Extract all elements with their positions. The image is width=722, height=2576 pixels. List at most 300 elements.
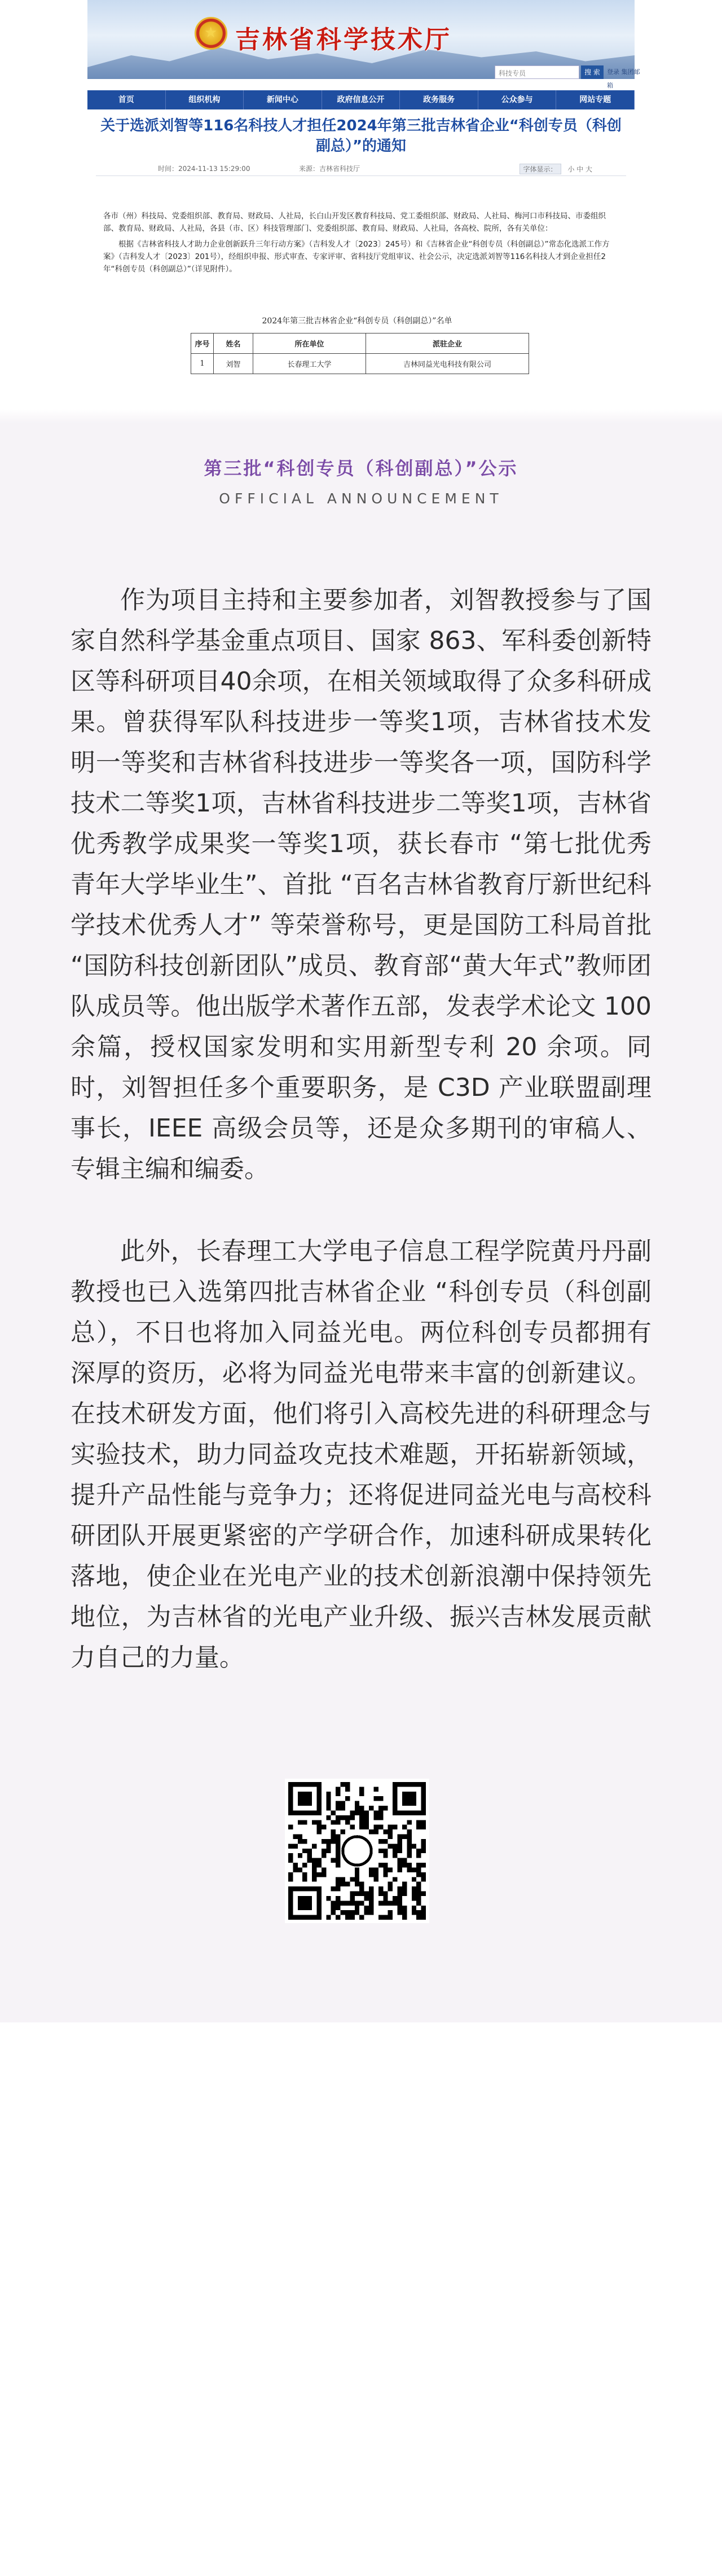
qr-module — [302, 1820, 307, 1824]
qr-module — [369, 1886, 373, 1891]
qr-module — [336, 1792, 340, 1796]
qr-module — [378, 1863, 383, 1867]
table-row — [191, 354, 529, 374]
qr-module — [331, 1906, 336, 1910]
qr-module — [407, 1820, 411, 1824]
qr-module — [288, 1853, 293, 1858]
qr-module — [402, 1835, 407, 1839]
qr-module — [378, 1839, 383, 1844]
qr-module — [322, 1839, 326, 1844]
qr-module — [341, 1877, 345, 1881]
qr-module — [345, 1787, 350, 1791]
qr-module — [326, 1915, 331, 1920]
qr-module — [326, 1796, 331, 1801]
qr-module — [359, 1787, 364, 1791]
qr-module — [293, 1835, 297, 1839]
notice-paragraph: 根据《吉林省科技人才助力企业创新跃升三年行动方案》（吉科发人才〔2023〕245号）和《吉林省企业“科创专员（科创副总）”常态化选派工作方案》（吉科发人才〔2023〕201号），经组织申报、形式审查、专家评审、省科技厅党组审议、社会公示，决定选派刘智等116名科技人才到企业担任2年“科创专员（科创副总）”（详见附件）。 — [103, 240, 610, 274]
qr-module — [341, 1806, 345, 1810]
qr-module — [293, 1867, 297, 1872]
qr-module — [398, 1867, 402, 1872]
qr-module — [364, 1906, 369, 1910]
qr-module — [355, 1872, 359, 1877]
qr-module — [412, 1892, 416, 1896]
qr-finder-pattern — [298, 1896, 312, 1910]
main-nav — [87, 90, 635, 109]
qr-module — [316, 1825, 321, 1829]
qr-module — [393, 1849, 397, 1853]
qr-module — [416, 1863, 421, 1867]
qr-module — [373, 1787, 378, 1791]
qr-module — [421, 1906, 426, 1910]
qr-module — [416, 1892, 421, 1896]
qr-module — [326, 1896, 331, 1901]
qr-module — [378, 1796, 383, 1801]
qr-module — [331, 1858, 336, 1863]
qr-module — [407, 1867, 411, 1872]
qr-module — [355, 1806, 359, 1810]
qr-module — [331, 1835, 336, 1839]
article-paragraph-1: 作为项目主持和主要参加者，刘智教授参与了国家自然科学基金重点项目、国家 863、军科委创新特区等科研项目40余项，在相关领域取得了众多科研成果。曾获得军队科技进步一等奖1项，吉林省技术发明一等奖和吉林省科技进步一等奖各一项，国防科学技术二等奖1项，吉林省科技进步二等奖1项，吉林省优秀教学成果奖一等奖1项，获长春市 “第七批优秀青年大学毕业生”、首批 “百名吉林省教育厅新世纪科学技术优秀人才” 等荣誉称号，更是国防工科局首批 “国防科技创新团队”成员、教育部“黄大年式”教师团队成员等。他出版学术著作五部，发表学术论文 100 余篇，授权国家发明和实用新型专利 20 余项。同时，刘智担任多个重要职务，是 C3D 产业联盟副理事长，IEEE 高级会员等，还是众多期刊的审稿人、专辑主编和编委。 — [71, 586, 651, 1183]
qr-module — [316, 1829, 321, 1834]
qr-module — [326, 1801, 331, 1806]
qr-module — [331, 1886, 336, 1891]
qr-module — [407, 1839, 411, 1844]
qr-module — [402, 1825, 407, 1829]
qr-module — [350, 1915, 354, 1920]
qr-module — [293, 1844, 297, 1848]
qr-module — [378, 1810, 383, 1815]
qr-module — [402, 1915, 407, 1920]
qr-module — [341, 1901, 345, 1905]
qr-module — [373, 1810, 378, 1815]
qr-module — [359, 1882, 364, 1886]
national-emblem-icon: ★ — [195, 17, 227, 50]
qr-module — [312, 1844, 316, 1848]
qr-module — [288, 1844, 293, 1848]
qr-module — [345, 1910, 350, 1915]
qr-module — [416, 1896, 421, 1901]
qr-module — [421, 1844, 426, 1848]
qr-module — [421, 1892, 426, 1896]
qr-module — [336, 1787, 340, 1791]
qr-section — [0, 1678, 722, 2017]
qr-module — [364, 1820, 369, 1824]
qr-module — [307, 1849, 312, 1853]
table-cell-unit: 长春理工大学 — [253, 354, 366, 374]
table-header-index: 序号 — [191, 333, 214, 354]
table-header-company: 派驻企业 — [366, 333, 529, 354]
nav-item-home[interactable]: 首页 — [87, 90, 166, 109]
qr-module — [398, 1896, 402, 1901]
qr-module — [402, 1858, 407, 1863]
nav-item-news[interactable]: 新闻中心 — [244, 90, 322, 109]
qr-module — [398, 1844, 402, 1848]
qr-module — [322, 1867, 326, 1872]
qr-finder-pattern — [298, 1792, 312, 1806]
search-input[interactable]: 科技专员 — [495, 65, 579, 79]
qr-module — [336, 1882, 340, 1886]
qr-module — [336, 1915, 340, 1920]
qr-module — [416, 1886, 421, 1891]
qr-module — [355, 1901, 359, 1905]
qr-module — [402, 1892, 407, 1896]
qr-module — [350, 1815, 354, 1820]
qr-module — [336, 1839, 340, 1844]
qr-module — [336, 1853, 340, 1858]
qr-module — [312, 1867, 316, 1872]
qr-module — [302, 1872, 307, 1877]
qr-module — [359, 1815, 364, 1820]
qr-module — [322, 1825, 326, 1829]
qr-module — [369, 1896, 373, 1901]
nav-item-services[interactable]: 政务服务 — [400, 90, 478, 109]
qr-module — [312, 1858, 316, 1863]
qr-module — [383, 1892, 388, 1896]
table-header-name: 姓名 — [214, 333, 253, 354]
qr-module — [412, 1867, 416, 1872]
qr-module — [350, 1810, 354, 1815]
qr-module — [355, 1910, 359, 1915]
qr-module — [350, 1910, 354, 1915]
qr-module — [393, 1844, 397, 1848]
qr-module — [359, 1892, 364, 1896]
qr-module — [364, 1810, 369, 1815]
qr-module — [421, 1820, 426, 1824]
qr-module — [421, 1839, 426, 1844]
qr-module — [331, 1839, 336, 1844]
qr-module — [388, 1829, 393, 1834]
qr-module — [326, 1839, 331, 1844]
qr-module — [359, 1886, 364, 1891]
qr-module — [326, 1844, 331, 1848]
qr-module — [359, 1820, 364, 1824]
qr-module — [383, 1806, 388, 1810]
qr-module — [407, 1829, 411, 1834]
qr-module — [302, 1877, 307, 1881]
nav-item-organization[interactable]: 组织机构 — [166, 90, 244, 109]
qr-module — [398, 1886, 402, 1891]
font-size-control — [520, 164, 592, 174]
nav-item-topics[interactable]: 网站专题 — [556, 90, 635, 109]
qr-module — [369, 1910, 373, 1915]
qr-module — [416, 1820, 421, 1824]
qr-module — [388, 1867, 393, 1872]
qr-module — [355, 1810, 359, 1815]
qr-module — [393, 1896, 397, 1901]
qr-module — [369, 1872, 373, 1877]
qr-module — [341, 1829, 345, 1834]
qr-module — [336, 1844, 340, 1848]
qr-module — [345, 1796, 350, 1801]
article — [0, 423, 722, 2022]
qr-module — [378, 1915, 383, 1920]
qr-module — [312, 1872, 316, 1877]
qr-module — [388, 1835, 393, 1839]
qr-module — [369, 1829, 373, 1834]
qr-module — [373, 1829, 378, 1834]
qr-module — [407, 1849, 411, 1853]
qr-module — [355, 1801, 359, 1806]
article-paragraph-2: 此外，长春理工大学电子信息工程学院黄丹丹副教授也已入选第四批吉林省企业 “科创专员（科创副总），不日也将加入同益光电。两位科创专员都拥有深厚的资历，必将为同益光电带来丰富的创新建议。在技术研发方面，他们将引入高校先进的科研理念与实验技术，助力同益攻克技术难题，开拓崭新领域，提升产品性能与竞争力；还将促进同益光电与高校科研团队开展更紧密的产学研合作，加速科研成果转化落地，使企业在光电产业的技术创新浪潮中保持领先地位，为吉林省的光电产业升级、振兴吉林发展贡献力自己的力量。 — [71, 1237, 651, 1672]
qr-module — [416, 1825, 421, 1829]
qr-module — [345, 1782, 350, 1787]
qr-module — [341, 1815, 345, 1820]
qr-module — [378, 1815, 383, 1820]
qr-module — [312, 1863, 316, 1867]
qr-module — [345, 1820, 350, 1824]
qr-module — [336, 1877, 340, 1881]
qr-module — [359, 1792, 364, 1796]
qr-module — [388, 1915, 393, 1920]
qr-module — [373, 1877, 378, 1881]
table-cell-index: 1 — [191, 354, 214, 374]
qr-module — [355, 1867, 359, 1872]
qr-module — [341, 1882, 345, 1886]
qr-module — [355, 1906, 359, 1910]
qr-module — [341, 1801, 345, 1806]
gov-website-screenshot — [0, 0, 722, 423]
qr-module — [298, 1853, 302, 1858]
qr-module — [373, 1796, 378, 1801]
qr-module — [402, 1906, 407, 1910]
qr-module — [388, 1910, 393, 1915]
qr-module — [383, 1863, 388, 1867]
qr-module — [421, 1872, 426, 1877]
qr-module — [336, 1801, 340, 1806]
notice-date: 时间：2024-11-13 15:29:00 — [158, 165, 250, 173]
qr-module — [398, 1910, 402, 1915]
qr-module — [398, 1901, 402, 1905]
qr-module — [331, 1810, 336, 1815]
qr-module — [364, 1815, 369, 1820]
font-size-options[interactable]: 小 中 大 — [567, 165, 592, 173]
qr-module — [373, 1825, 378, 1829]
qr-module — [412, 1844, 416, 1848]
qr-module — [421, 1825, 426, 1829]
qr-module — [407, 1863, 411, 1867]
qr-module — [378, 1886, 383, 1891]
qr-module — [350, 1892, 354, 1896]
qr-module — [398, 1892, 402, 1896]
qr-module — [336, 1806, 340, 1810]
qr-module — [416, 1901, 421, 1905]
qr-module — [388, 1882, 393, 1886]
section-subtitle: OFFICIAL ANNOUNCEMENT — [219, 490, 503, 507]
qr-module — [407, 1835, 411, 1839]
qr-module — [378, 1849, 383, 1853]
qr-module — [316, 1820, 321, 1824]
table-caption: 2024年第三批吉林省企业“科创专员（科创副总）”名单 — [262, 317, 452, 326]
qr-module — [345, 1882, 350, 1886]
qr-module — [364, 1892, 369, 1896]
qr-module — [293, 1863, 297, 1867]
table-header-unit: 所在单位 — [253, 333, 366, 354]
qr-module — [378, 1806, 383, 1810]
qr-module — [402, 1886, 407, 1891]
qr-module — [331, 1910, 336, 1915]
qr-module — [350, 1896, 354, 1901]
qr-module — [326, 1815, 331, 1820]
qr-module — [383, 1901, 388, 1905]
font-size-label: 字体显示： — [520, 164, 561, 174]
qr-module — [369, 1892, 373, 1896]
nav-item-gov-info[interactable]: 政府信息公开 — [322, 90, 400, 109]
qr-code-graphic — [288, 1782, 426, 1920]
table-cell-company: 吉林同益光电科技有限公司 — [366, 354, 529, 374]
qr-module — [383, 1853, 388, 1858]
qr-module — [402, 1910, 407, 1915]
qr-module — [355, 1892, 359, 1896]
appointee-table — [191, 333, 529, 374]
qr-module — [412, 1886, 416, 1891]
qr-module — [298, 1820, 302, 1824]
qr-module — [393, 1853, 397, 1858]
qr-module — [316, 1858, 321, 1863]
qr-module — [378, 1901, 383, 1905]
qr-module — [383, 1915, 388, 1920]
qr-module — [398, 1835, 402, 1839]
qr-module — [336, 1849, 340, 1853]
qr-module — [288, 1872, 293, 1877]
qr-module — [421, 1849, 426, 1853]
qr-module — [359, 1915, 364, 1920]
qr-module — [322, 1849, 326, 1853]
qr-module — [388, 1886, 393, 1891]
qr-module — [331, 1829, 336, 1834]
qr-module — [336, 1820, 340, 1824]
qr-module — [364, 1910, 369, 1915]
qr-module — [416, 1849, 421, 1853]
qr-module — [388, 1825, 393, 1829]
qr-module — [393, 1877, 397, 1881]
qr-module — [336, 1863, 340, 1867]
qr-module — [302, 1849, 307, 1853]
qr-module — [398, 1849, 402, 1853]
qr-module — [288, 1825, 293, 1829]
qr-module — [402, 1882, 407, 1886]
qr-module — [359, 1806, 364, 1810]
qr-module — [369, 1806, 373, 1810]
qr-module — [336, 1858, 340, 1863]
qr-module — [398, 1858, 402, 1863]
screenshot-fade — [0, 409, 722, 423]
qr-module — [302, 1839, 307, 1844]
qr-finder-pattern — [402, 1792, 416, 1806]
qr-module — [383, 1872, 388, 1877]
qr-module — [421, 1877, 426, 1881]
qr-module — [416, 1867, 421, 1872]
qr-module — [383, 1839, 388, 1844]
qr-module — [359, 1901, 364, 1905]
qr-module — [421, 1910, 426, 1915]
qr-module — [336, 1896, 340, 1901]
qr-module — [331, 1820, 336, 1824]
qr-module — [307, 1858, 312, 1863]
qr-module — [316, 1863, 321, 1867]
qr-module — [326, 1792, 331, 1796]
qr-module — [412, 1877, 416, 1881]
qr-module — [369, 1867, 373, 1872]
qr-module — [378, 1892, 383, 1896]
qr-module — [288, 1858, 293, 1863]
qr-module — [298, 1867, 302, 1872]
qr-module — [383, 1867, 388, 1872]
qr-module — [388, 1844, 393, 1848]
nav-item-public[interactable]: 公众参与 — [478, 90, 557, 109]
qr-module — [336, 1835, 340, 1839]
qr-module — [412, 1906, 416, 1910]
qr-module — [359, 1810, 364, 1815]
qr-module — [416, 1910, 421, 1915]
qr-module — [350, 1901, 354, 1905]
qr-module — [416, 1872, 421, 1877]
qr-module — [402, 1863, 407, 1867]
qr-module — [393, 1825, 397, 1829]
qr-module — [373, 1815, 378, 1820]
qr-module — [322, 1872, 326, 1877]
notice-source: 来源：吉林省科技厅 — [299, 165, 360, 173]
qr-module — [331, 1901, 336, 1905]
qr-module — [398, 1906, 402, 1910]
qr-module — [421, 1915, 426, 1920]
search-button[interactable]: 搜 索 — [581, 65, 604, 79]
table-cell-name: 刘智 — [214, 354, 253, 374]
qr-module — [350, 1825, 354, 1829]
qr-module — [398, 1863, 402, 1867]
qr-code-icon — [285, 1779, 429, 1923]
notice-body — [103, 210, 611, 279]
qr-module — [407, 1853, 411, 1858]
qr-module — [373, 1872, 378, 1877]
qr-module — [350, 1877, 354, 1881]
qr-module — [326, 1849, 331, 1853]
qr-module — [369, 1906, 373, 1910]
qr-logo-icon — [343, 1837, 371, 1865]
qr-module — [383, 1849, 388, 1853]
qr-module — [373, 1867, 378, 1872]
qr-module — [345, 1901, 350, 1905]
qr-module — [378, 1825, 383, 1829]
qr-module — [336, 1906, 340, 1910]
qr-module — [412, 1896, 416, 1901]
qr-module — [326, 1806, 331, 1810]
table-header-row — [191, 333, 529, 354]
login-link[interactable]: 登录 集团邮箱 — [607, 68, 640, 89]
site-title: 吉林省科学技术厅 — [235, 25, 452, 54]
qr-module — [421, 1863, 426, 1867]
qr-module — [298, 1839, 302, 1844]
qr-module — [393, 1901, 397, 1905]
qr-module — [416, 1853, 421, 1858]
qr-module — [336, 1901, 340, 1905]
qr-module — [298, 1835, 302, 1839]
qr-module — [407, 1844, 411, 1848]
qr-module — [288, 1877, 293, 1881]
qr-module — [369, 1901, 373, 1905]
qr-module — [322, 1853, 326, 1858]
qr-module — [336, 1886, 340, 1891]
qr-module — [416, 1915, 421, 1920]
qr-module — [345, 1815, 350, 1820]
qr-module — [341, 1782, 345, 1787]
qr-module — [355, 1877, 359, 1881]
section-title: 第三批“科创专员（科创副总）”公示 — [204, 458, 518, 479]
qr-module — [355, 1882, 359, 1886]
qr-module — [416, 1882, 421, 1886]
qr-module — [383, 1829, 388, 1834]
qr-module — [307, 1853, 312, 1858]
qr-module — [312, 1820, 316, 1824]
